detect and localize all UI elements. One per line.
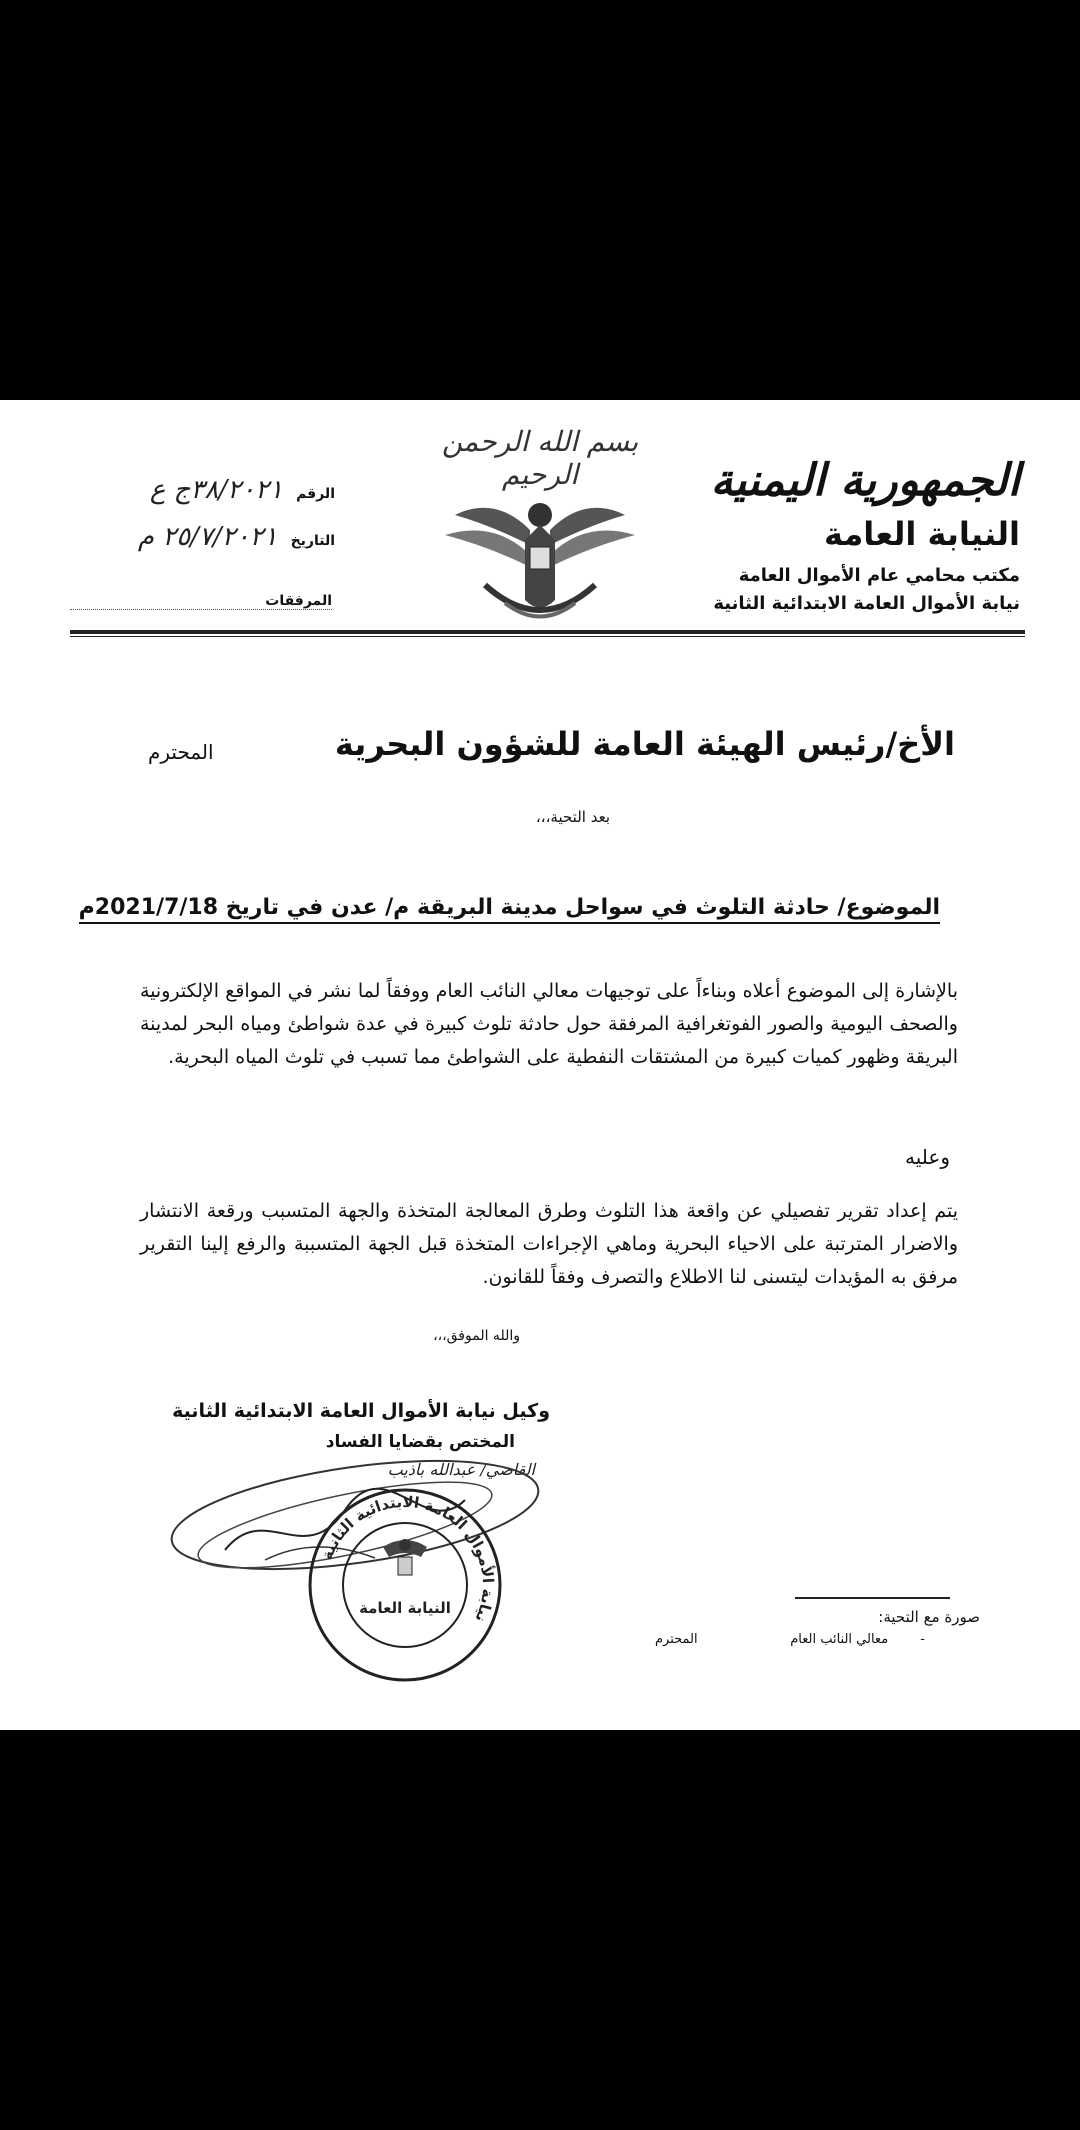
prosecution-office: النيابة العامة: [824, 515, 1020, 553]
date-value: ٢٥/٧/٢٠٢١ م: [137, 522, 278, 552]
signatory-title: وكيل نيابة الأموال العامة الابتدائية الثانية: [172, 1400, 550, 1422]
number-value: ٣٨/٢٠٢١ج ع: [149, 475, 283, 505]
date-label: التاريخ: [290, 533, 335, 549]
closing: والله الموفق،،،: [433, 1328, 520, 1344]
date-field: [60, 522, 335, 552]
subject-line: الموضوع/ حادثة التلوث في سواحل مدينة البريقة م/ عدن في تاريخ 2021/7/18م: [79, 895, 940, 924]
cc-respect: المحترم: [655, 1632, 698, 1647]
cc-heading: صورة مع التحية:: [878, 1608, 980, 1626]
government-title: الجمهورية اليمنية: [710, 455, 1020, 506]
header-divider-thin: [70, 636, 1025, 637]
addressee: الأخ/رئيس الهيئة العامة للشؤون البحرية: [334, 725, 955, 763]
greeting: بعد التحية،،،: [535, 808, 610, 826]
body-paragraph-1: بالإشارة إلى الموضوع أعلاه وبناءاً على توجيهات معالي النائب العام ووفقاً لما نشر في المواقع الإلكترونية والصحف اليومية والصور الفوتغرافية المرفقة حول حادثة تلوث كبيرة في عدة شواطئ ومياه البحر لمدينة البريقة وظهور كميات كبيرة من المشتقات النفطية على الشواطئ مما تسبب في تلوث المياه البحرية.: [140, 980, 958, 1068]
attachments-label: المرفقات: [265, 593, 332, 609]
bismillah: بسم الله الرحمن الرحيم: [441, 425, 639, 491]
cc-dash: -: [920, 1632, 925, 1647]
addressee-respect: المحترم: [148, 740, 214, 764]
official-stamp: [305, 1485, 505, 1689]
cc-recipient-row: [705, 1632, 925, 1647]
cc-recipient: معالي النائب العام: [790, 1632, 889, 1647]
yemen-eagle-emblem-icon: [435, 485, 645, 635]
attachments-field: [70, 590, 332, 610]
signatory-role: المختص بقضايا الفساد: [325, 1432, 515, 1452]
number-label: الرقم: [296, 486, 335, 502]
header-divider-thick: [70, 630, 1025, 634]
cc-divider: [795, 1597, 950, 1599]
number-field: [60, 475, 335, 505]
stamp-center-text: النيابة العامة: [359, 1599, 451, 1617]
document-page: [0, 400, 1080, 1730]
stamp-ring-text: نيابة الأموال العامة الابتدائية الثانية: [317, 1492, 498, 1626]
body-paragraph-2: يتم إعداد تقرير تفصيلي عن واقعة هذا التلوث وطرق المعالجة المتخذة والجهة المتسبب ورقعة الانتشار والاضرار المترتبة على الاحياء البحرية وماهي الإجراءات المتخذة قبل الجهة المتسببة والرفع إلينا التقرير مرفق به المؤيدات ليتسنى لنا الاطلاع والتصرف وفقاً للقانون.: [140, 1200, 958, 1288]
therefore-label: وعليه: [905, 1145, 950, 1169]
office-subtitle-1: مكتب محامي عام الأموال العامة: [738, 565, 1020, 586]
signatory-name: القاضي/ عبدالله باذيب: [387, 1460, 535, 1479]
office-subtitle-2: نيابة الأموال العامة الابتدائية الثانية: [713, 593, 1020, 614]
